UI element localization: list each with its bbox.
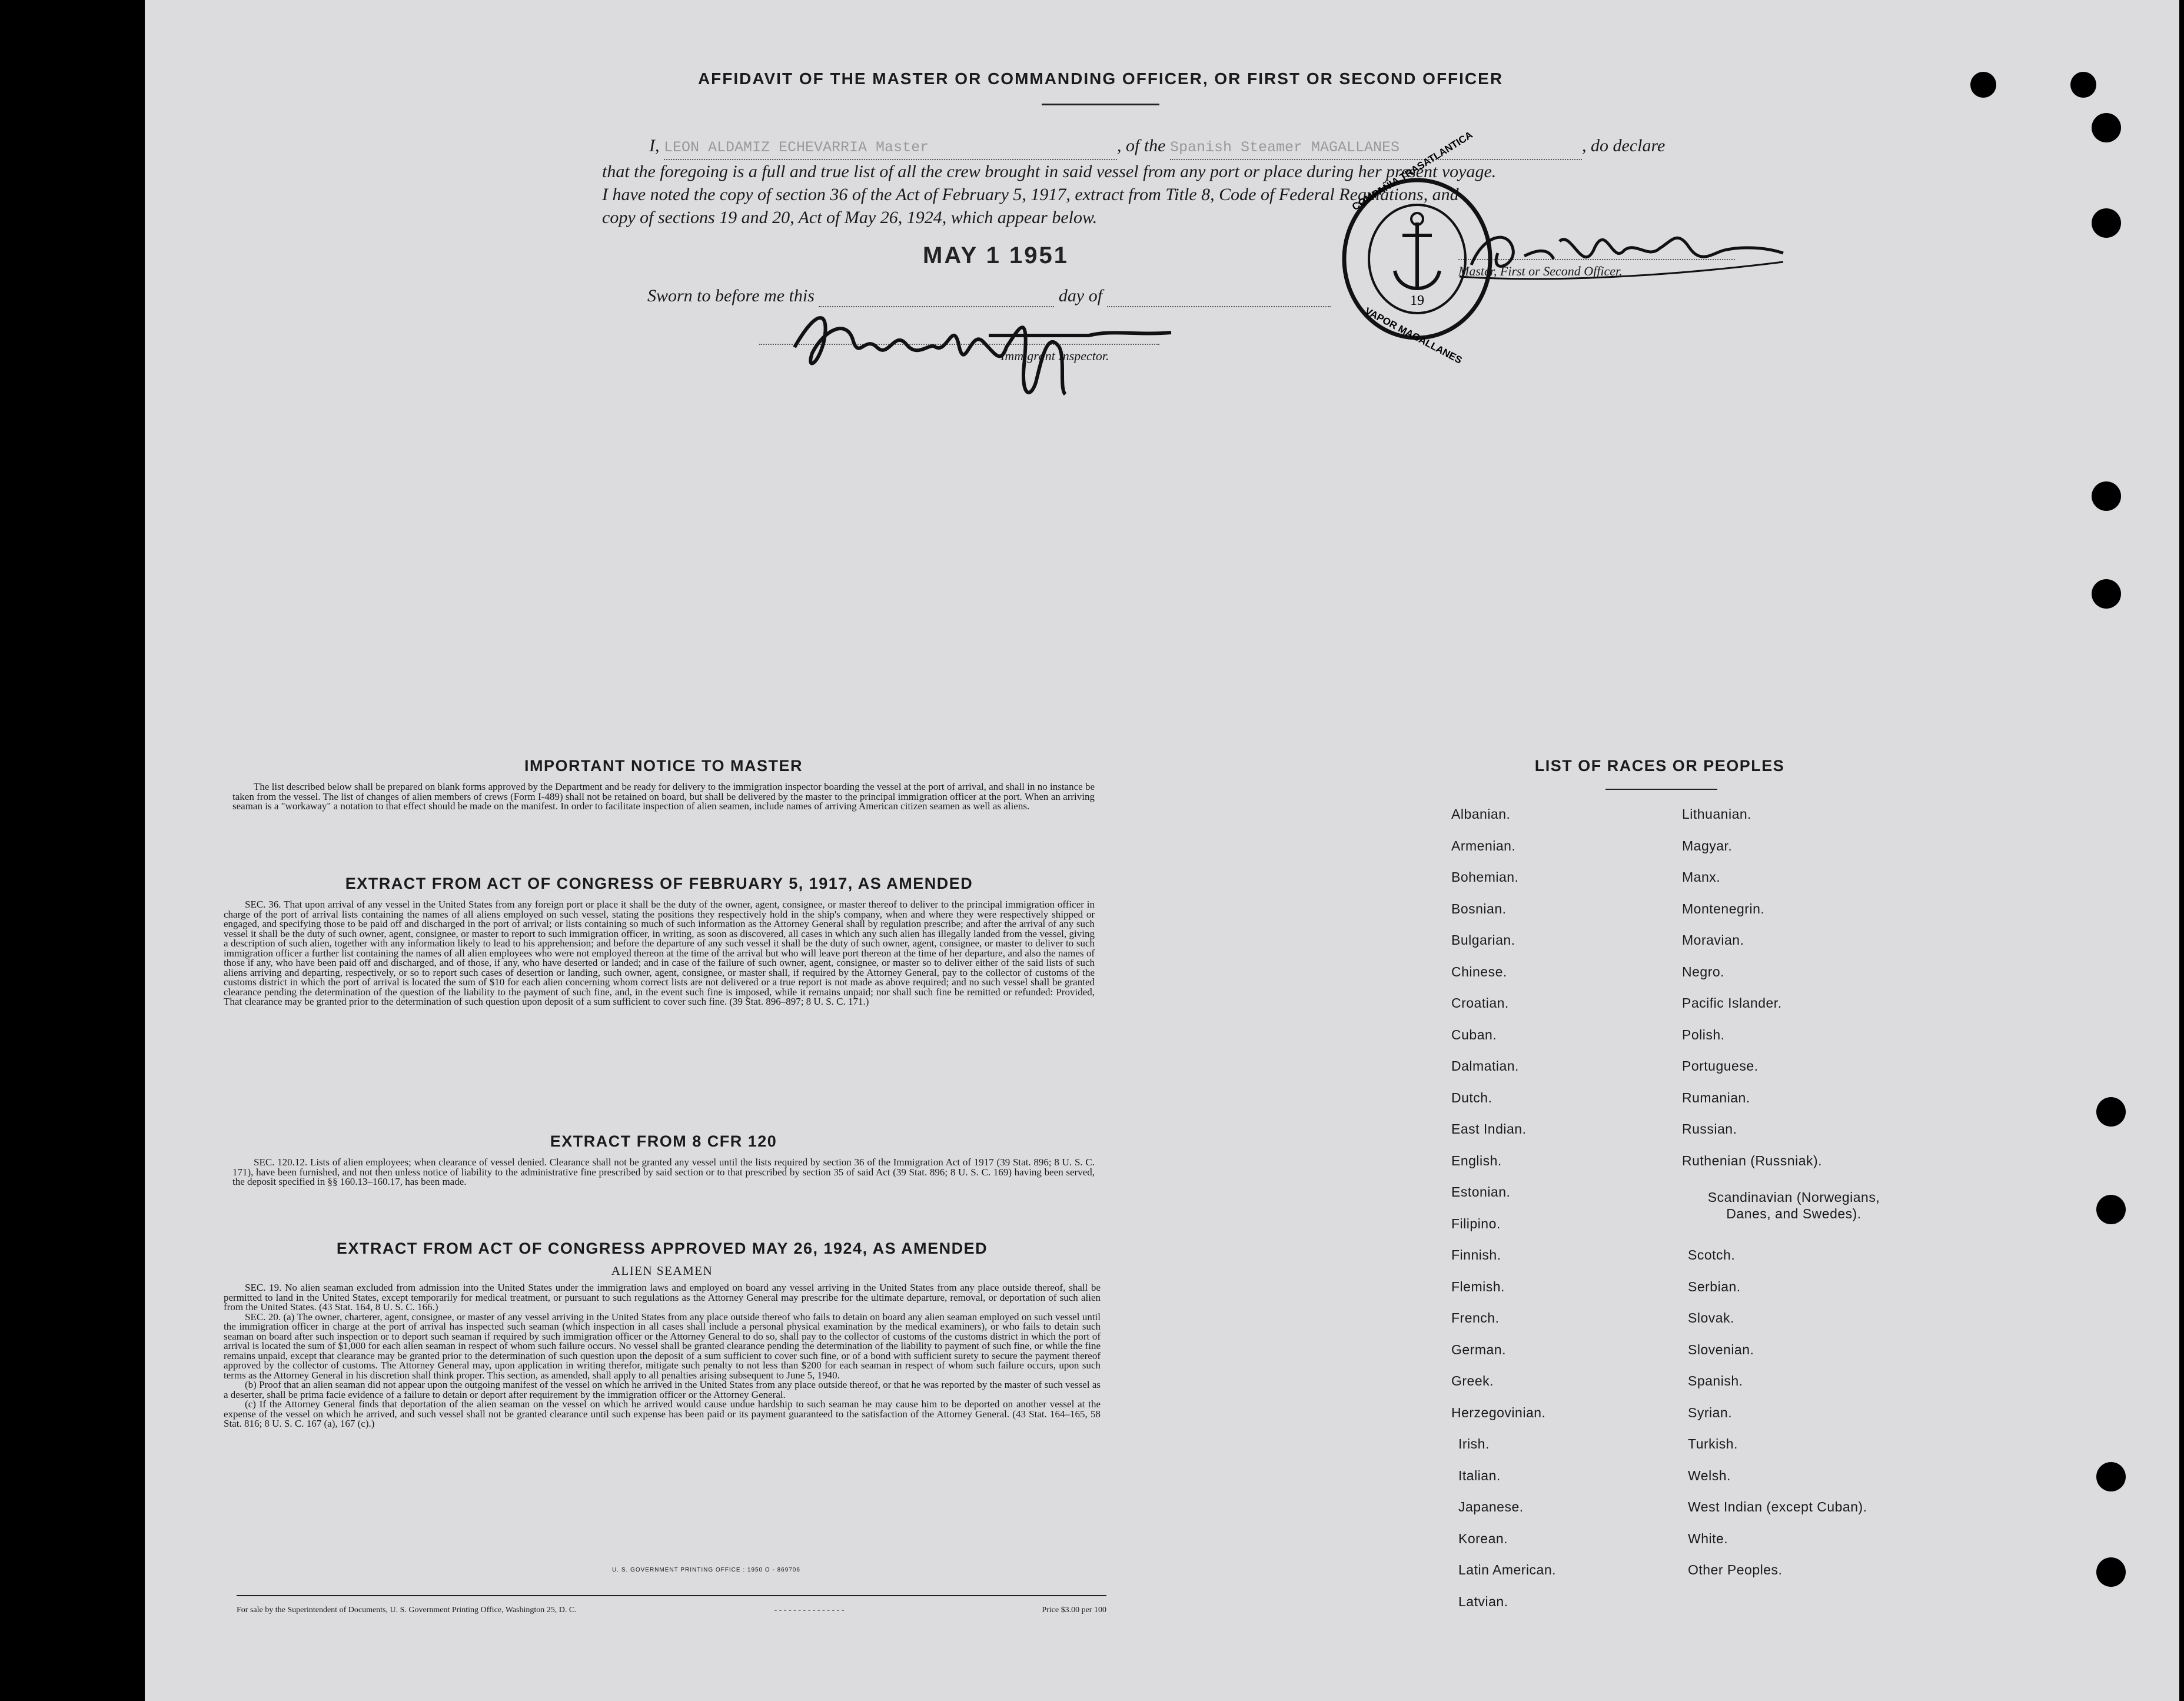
seal-bottom-text: VAPOR MAGALLANES	[1363, 305, 1464, 366]
race-item: Moravian.	[1682, 932, 1744, 948]
received-date-stamp: MAY 1 1951	[923, 242, 1069, 268]
race-item: Irish.	[1458, 1436, 1490, 1451]
extract-cfr-section	[232, 1132, 1095, 1187]
notice-section	[232, 757, 1095, 812]
race-item: French.	[1451, 1310, 1500, 1325]
race-item: Pacific Islander.	[1682, 995, 1782, 1011]
of-the-text: , of the	[1117, 136, 1166, 155]
extract-1924-sec20b: (b) Proof that an alien seaman did not appear upon the outgoing manifest of the vessel on which he arrived in the United States from any place outside thereof, or that he was reported by the master of such vessel as a deserter, shall be prima facie evidence of a failure to detain or deport after requirement by the immigration officer or the Attorney General.	[224, 1379, 1101, 1400]
inspector-label: Immigrant Inspector.	[1000, 348, 1109, 363]
punch-hole	[2070, 72, 2096, 98]
race-item: Japanese.	[1458, 1499, 1524, 1514]
extract-1924-section	[224, 1240, 1101, 1429]
race-item: Croatian.	[1451, 995, 1509, 1011]
race-item: Bohemian.	[1451, 869, 1519, 885]
extract-1924-sec20c: (c) If the Attorney General finds that deportation of the alien seaman on the vessel on which he arrived would cause undue hardship to such seaman he may cause him to be deported on another vessel at the expense of the vessel on which he arrived, and such vessel shall not be granted clearance until such expense has been paid or its payment guaranteed to the satisfaction of the Attorney General. (43 Stat. 164–165, 58 Stat. 816; 8 U. S. C. 167 (a), 167 (c).)	[224, 1398, 1101, 1429]
race-item: Estonian.	[1451, 1184, 1511, 1200]
race-item: Russian.	[1682, 1121, 1737, 1137]
seal-top-text: COMPAÑIA TRASATLANTICA	[1350, 129, 1475, 213]
race-item: White.	[1688, 1530, 1728, 1546]
race-item: Slovak.	[1688, 1310, 1734, 1325]
race-item: Finnish.	[1451, 1247, 1501, 1263]
seal-number: 19	[1410, 293, 1424, 308]
race-item: Dalmatian.	[1451, 1058, 1519, 1074]
declaration-line-3: I have noted the copy of section 36 of the Act of February 5, 1917, extract from Title 8, Code of Federal Regulations, and	[602, 185, 1459, 204]
extract-cfr-body	[232, 1158, 1095, 1187]
race-item: Flemish.	[1451, 1278, 1505, 1294]
punch-hole	[2096, 1195, 2126, 1224]
extract-1924-sec20a: SEC. 20. (a) The owner, charterer, agent, consignee, or master of any vessel arriving in the United States from any place outside thereof who fails to detain on board any alien seaman employed on such vessel until the immigration officer in charge at the port of arrival has inspected such seaman (which inspection in all cases shall include a personal physical examination by the medical examiners), or who fails to detain such seaman on board after such inspection or to deport such seaman if required by such immigration officer or the Attorney General to do so, shall pay to the collector of customs of the customs district in which the port of arrival is located the sum of $1,000 for each alien seaman in respect of whom such failure occurs. No vessel shall be granted clearance pending the determination of the liability to payment of such fine, or while the fine remains unpaid, except that clearance may be granted prior to the determination of such question upon the deposit of a sum sufficient to cover such fine, or of a bond with sufficient surety to secure the payment thereof approved by the collector of customs. The Attorney General may, upon application in writing therefor, mitigate such penalty to not less than $200 for each seaman in respect of whom such failure occurs, upon such terms as the Attorney General in his discretion shall think proper. This section, as amended, shall apply to all penalties arising subsequent to June 5, 1940.	[224, 1311, 1101, 1381]
punch-hole	[2096, 1462, 2126, 1491]
race-item: Bulgarian.	[1451, 932, 1515, 948]
punch-hole	[2096, 1097, 2126, 1127]
declaration-i: I,	[649, 136, 660, 155]
race-item: Portuguese.	[1682, 1058, 1758, 1074]
extract-1917-text: SEC. 36. That upon arrival of any vessel in the United States from any foreign port or place it shall be the duty of the owner, agent, consignee, or master thereof to deliver to the principal immigration officer in charge of the port of arrival lists containing the names of all aliens employed on such vessel, stating the positions they respectively hold in the ship's company, when and where they were respectively shipped or engaged, and specifying those to be paid off and discharged in the port of arrival; or lists containing so much of such information as the Attorney General shall by regulation prescribe; and after the arrival of any such vessel it shall be the duty of such owner, agent, consignee, or master to report to such immigration officer, in writing, as soon as discovered, all cases in which any such alien has illegally landed from the vessel, giving a description of such alien, together with any information likely to lead to his apprehension; and before the departure of any such vessel it shall be the duty of such owner, agent, consignee, or master to deliver to such immigration officer a further list containing the names of all alien employees who were not employed thereon at the time of the arrival but who will leave port thereon at the time of her departure, and also the names of those if any, who have been paid off and discharged, and of those, if any, who have deserted or landed; and in case of the failure of such owner, agent, consignee, or master so to deliver either of the said lists of such aliens arriving and departing, respectively, or so to report such cases of desertion or landing, such owner, agent, consignee, or master shall, if required by the Attorney General, pay to the collector of customs of the customs district in which the port of arrival is located the sum of $10 for each alien concerning whom correct lists are not delivered or a true report is not made as above required; and no such vessel shall be granted clearance pending the determination of the question of the liability to the payment of such fine, and, in the event such fine is imposed, while it remains unpaid; nor shall such fine be remitted or refunded: Provided, That clearance may be granted prior to the determination of such question upon deposit of a sum sufficient to cover such fine. (39 Stat. 896–897; 8 U. S. C. 171.)	[224, 899, 1095, 1007]
race-item: Manx.	[1682, 869, 1721, 885]
alien-seamen-subtitle: ALIEN SEAMEN	[611, 1264, 713, 1278]
footer-price: Price $3.00 per 100	[1042, 1606, 1106, 1614]
race-item: Lithuanian.	[1682, 806, 1752, 822]
race-item: Scandinavian (Norwegians, Danes, and Swedes).	[1707, 1190, 1880, 1221]
race-item: Syrian.	[1688, 1404, 1733, 1420]
race-item: Cuban.	[1451, 1026, 1497, 1042]
race-item: Rumanian.	[1682, 1089, 1750, 1105]
race-item: Scotch.	[1688, 1247, 1736, 1263]
race-item: Other Peoples.	[1688, 1562, 1783, 1577]
master-name-field: LEON ALDAMIZ ECHEVARRIA Master	[664, 136, 1117, 160]
race-item: Latvian.	[1458, 1593, 1508, 1609]
footer-left: For sale by the Superintendent of Documents, U. S. Government Printing Office, Washington 25, D. C.	[237, 1606, 577, 1614]
extract-1917-title: EXTRACT FROM ACT OF CONGRESS OF FEBRUARY 5, 1917, AS AMENDED	[345, 875, 973, 892]
affidavit-title: AFFIDAVIT OF THE MASTER OR COMMANDING OFFICER, OR FIRST OR SECOND OFFICER	[697, 69, 1504, 88]
extract-1924-sec19: SEC. 19. No alien seaman excluded from admission into the United States under the immigration laws and employed on board any vessel arriving in the United States from any place outside thereof, shall be permitted to land in the United States, except temporarily for medical treatment, or pursuant to such regulations as the Attorney General may prescribe for the ultimate departure, removal, or deportation of such alien from the United States. (43 Stat. 164, 8 U. S. C. 166.)	[224, 1282, 1101, 1313]
race-item: Magyar.	[1682, 838, 1733, 853]
punch-hole	[2092, 208, 2121, 238]
notice-text: The list described below shall be prepared on blank forms approved by the Department and be ready for delivery to the immigration inspector boarding the vessel at the port of arrival, and shall in no instance be taken from the vessel. The list of changes of alien members of crews (Form I-489) shall not be retained on board, but shall be delivered by the master to the principal immigration officer at the port. When an arriving seaman is a "workaway" a notation to that effect should be made on the manifest. In order to facilitate inspection of alien seamen, include names of arriving American citizen seamen as well as aliens.	[232, 781, 1095, 812]
punch-hole	[2092, 113, 2121, 142]
race-item: Filipino.	[1451, 1215, 1501, 1231]
race-item: Italian.	[1458, 1467, 1501, 1483]
footer-dashes: - - - - - - - - - - - - - - -	[774, 1606, 845, 1614]
race-item: Latin American.	[1458, 1562, 1557, 1577]
race-item: Dutch.	[1451, 1089, 1492, 1105]
vessel-name-field: Spanish Steamer MAGALLANES	[1170, 136, 1582, 160]
race-item: Welsh.	[1688, 1467, 1731, 1483]
extract-1924-title: EXTRACT FROM ACT OF CONGRESS APPROVED MAY 26, 1924, AS AMENDED	[336, 1240, 988, 1257]
punch-hole	[2092, 579, 2121, 609]
race-item: Bosnian.	[1451, 901, 1507, 916]
race-item: Korean.	[1458, 1530, 1508, 1546]
extract-cfr-title: EXTRACT FROM 8 CFR 120	[550, 1132, 777, 1150]
race-item: East Indian.	[1451, 1121, 1527, 1137]
gpo-imprint: U. S. GOVERNMENT PRINTING OFFICE : 1950 O - 869706	[612, 1567, 800, 1573]
master-label: Master, First or Second Officer.	[1458, 264, 1623, 278]
notice-title: IMPORTANT NOTICE TO MASTER	[524, 757, 803, 775]
race-item: Polish.	[1682, 1026, 1725, 1042]
race-item: Armenian.	[1451, 838, 1516, 853]
do-declare-text: , do declare	[1582, 136, 1666, 155]
notice-body	[232, 782, 1095, 812]
footer-rule	[237, 1595, 1106, 1596]
race-item: Spanish.	[1688, 1373, 1743, 1388]
races-underline	[1605, 789, 1717, 790]
race-item: Ruthenian (Russniak).	[1682, 1152, 1823, 1168]
ship-seal-stamp	[1341, 129, 1494, 366]
race-item: West Indian (except Cuban).	[1688, 1499, 1867, 1514]
document-page	[145, 0, 2179, 1701]
punch-hole	[2096, 1557, 2126, 1587]
extract-cfr-text: SEC. 120.12. Lists of alien employees; when clearance of vessel denied. Clearance shall not be granted any vessel until the lists required by section 36 of the Immigration Act of 1917 (39 Stat. 896; 8 U. S. C. 171), have been furnished, and not then unless notice of liability to the administrative fine prescribed by said section or to that prescribed by section 35 of said Act (39 Stat. 896; 8 U. S. C. 169) having been served, the deposit specified in §§ 160.13–160.17, has been made.	[232, 1157, 1095, 1187]
extract-1917-section	[224, 875, 1095, 1007]
extract-1924-body	[224, 1283, 1101, 1429]
title-underline	[1042, 104, 1159, 105]
punch-hole	[1970, 72, 1996, 98]
race-item: Chinese.	[1451, 964, 1507, 979]
inspector-signature	[783, 294, 1183, 406]
race-item: English.	[1451, 1152, 1502, 1168]
declaration-line-2: that the foregoing is a full and true list of all the crew brought in said vessel from any port or place during her present voyage.	[602, 162, 1497, 181]
race-item: Negro.	[1682, 964, 1725, 979]
footer	[237, 1606, 1106, 1615]
declaration-line-4: copy of sections 19 and 20, Act of May 26, 1924, which appear below.	[602, 208, 1098, 227]
day-of-text: day of	[1058, 286, 1103, 305]
race-item: Turkish.	[1688, 1436, 1738, 1451]
sworn-text: Sworn to before me this	[647, 286, 815, 305]
race-item: Herzegovinian.	[1451, 1404, 1546, 1420]
races-title: LIST OF RACES OR PEOPLES	[1534, 757, 1785, 775]
race-item: Montenegrin.	[1682, 901, 1765, 916]
race-item: Greek.	[1451, 1373, 1494, 1388]
race-item: Serbian.	[1688, 1278, 1741, 1294]
punch-hole	[2092, 481, 2121, 511]
race-item: Slovenian.	[1688, 1341, 1754, 1357]
race-item: Albanian.	[1451, 806, 1511, 822]
race-item: German.	[1451, 1341, 1506, 1357]
extract-1917-body	[224, 900, 1095, 1007]
